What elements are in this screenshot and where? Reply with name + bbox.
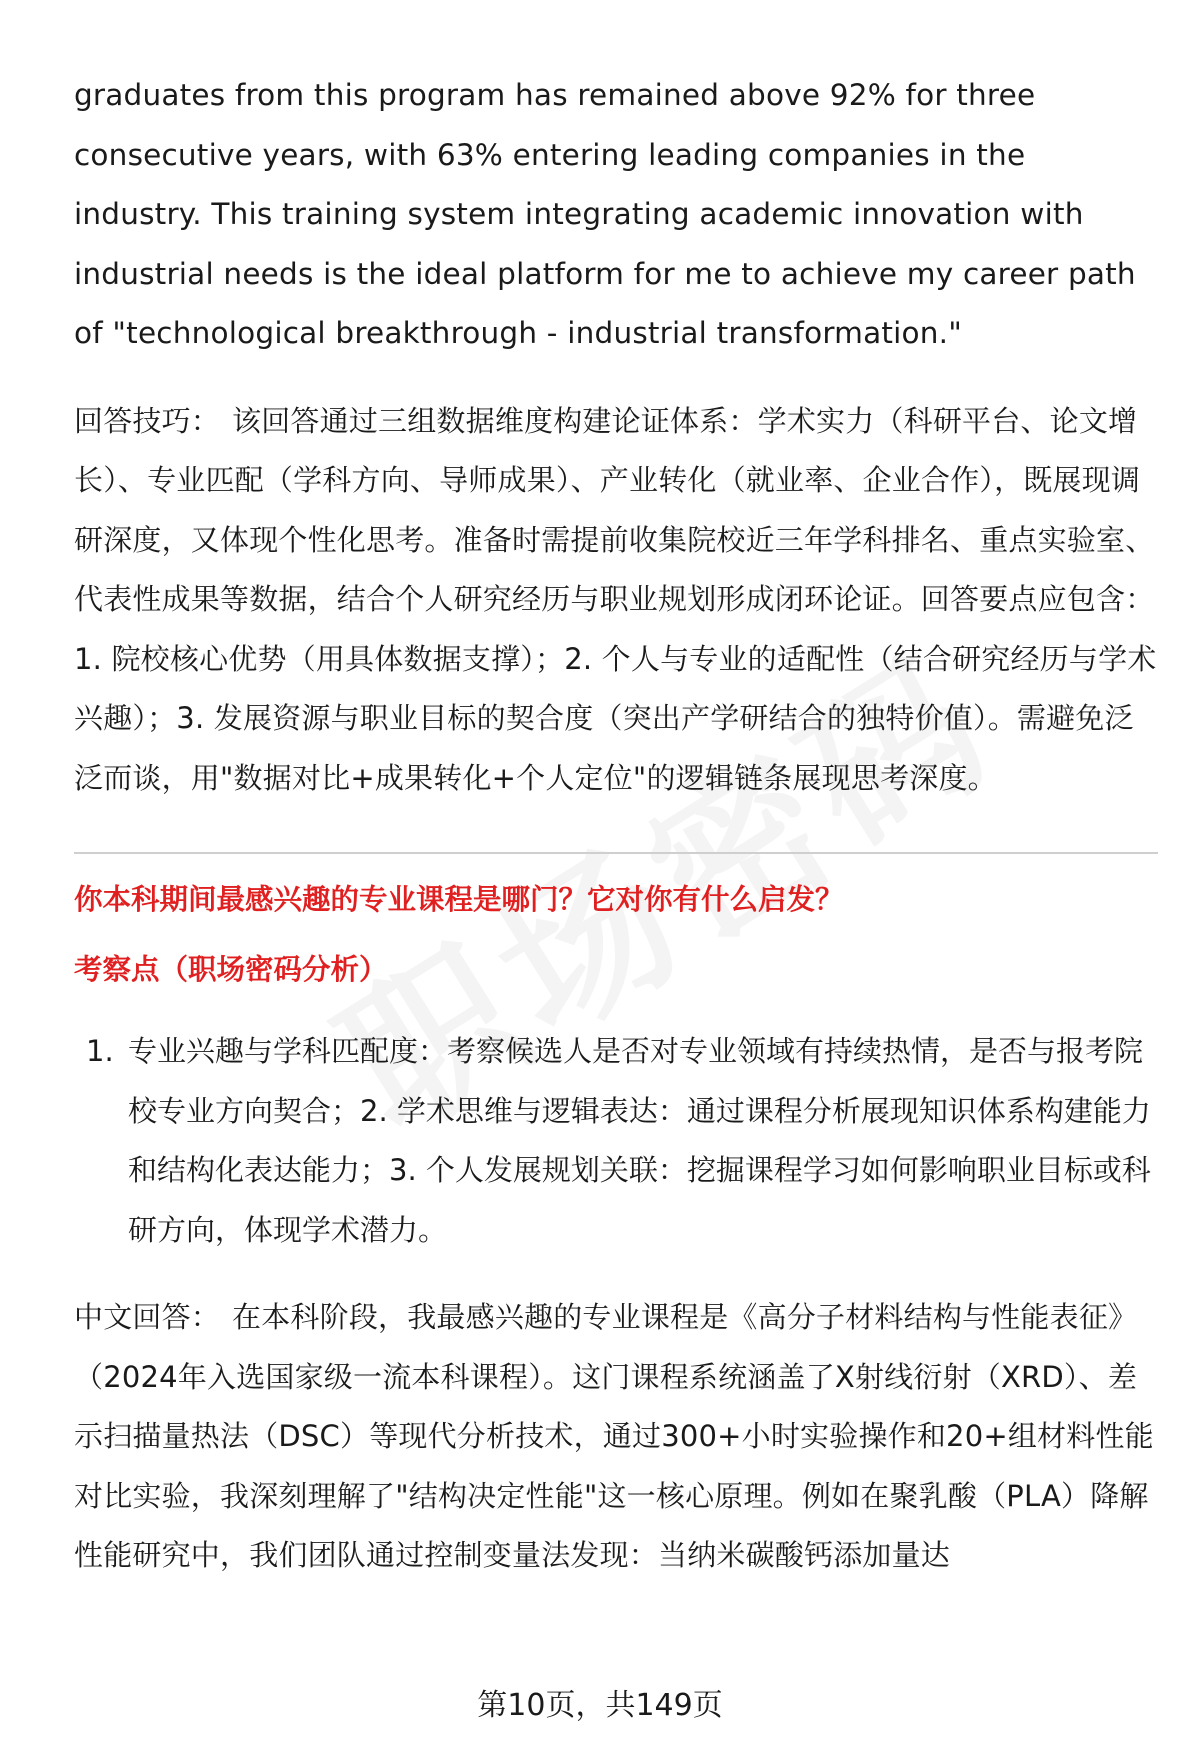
interview-question: 你本科期间最感兴趣的专业课程是哪门？它对你有什么启发？ [74,883,844,916]
section-divider [74,852,1158,854]
answer-tips-paragraph [74,392,1158,809]
assessment-heading: 考察点（职场密码分析） [74,953,388,986]
intro-paragraph: graduates from this program has remained above 92% for three consecutive years, with 63% entering leading companies in the industry. This training system integrating academic innovation with industrial needs is the ideal platform for me to achieve my career path of "technological breakthrough - industrial transformation." [74,78,1136,350]
answer-tips-label: 回答技巧： [74,403,221,438]
list-item [74,1022,1158,1260]
page-number-footer: 第10页，共149页 [477,1688,723,1723]
assessment-list [74,1022,1158,1260]
answer-tips-text: 该回答通过三组数据维度构建论证体系：学术实力（科研平台、论文增长）、专业匹配（学科方向、导师成果）、产业转化（就业率、企业合作），既展现调研深度，又体现个性化思考。准备时需提前收集院校近三年学科排名、重点实验室、代表性成果等数据，结合个人研究经历与职业规划形成闭环论证。回答要点应包含：1. 院校核心优势（用具体数据支撑）；2. 个人与专业的适配性（结合研究经历与学术兴趣）；3. 发展资源与职业目标的契合度（突出产学研结合的独特价值）。需避免泛泛而谈，用"数据对比+成果转化+个人定位"的逻辑链条展现思考深度。 [74,403,1157,795]
chinese-answer-text: 在本科阶段，我最感兴趣的专业课程是《高分子材料结构与性能表征》（2024年入选国家级一流本科课程）。这门课程系统涵盖了X射线衍射（XRD）、差示扫描量热法（DSC）等现代分析技术，通过300+小时实验操作和20+组材料性能对比实验，我深刻理解了"结构决定性能"这一核心原理。例如在聚乳酸（PLA）降解性能研究中，我们团队通过控制变量法发现：当纳米碳酸钙添加量达 [74,1300,1154,1572]
list-item-text: 专业兴趣与学科匹配度：考察候选人是否对专业领域有持续热情，是否与报考院校专业方向契合；2. 学术思维与逻辑表达：通过课程分析展现知识体系构建能力和结构化表达能力；3. 个人发展规划关联：挖掘课程学习如何影响职业目标或科研方向，体现学术潜力。 [128,1034,1151,1247]
chinese-answer-paragraph [74,1288,1158,1586]
document-page [74,66,1158,1586]
chinese-answer-label: 中文回答： [74,1300,221,1334]
list-item-number: 1. [86,1034,114,1068]
